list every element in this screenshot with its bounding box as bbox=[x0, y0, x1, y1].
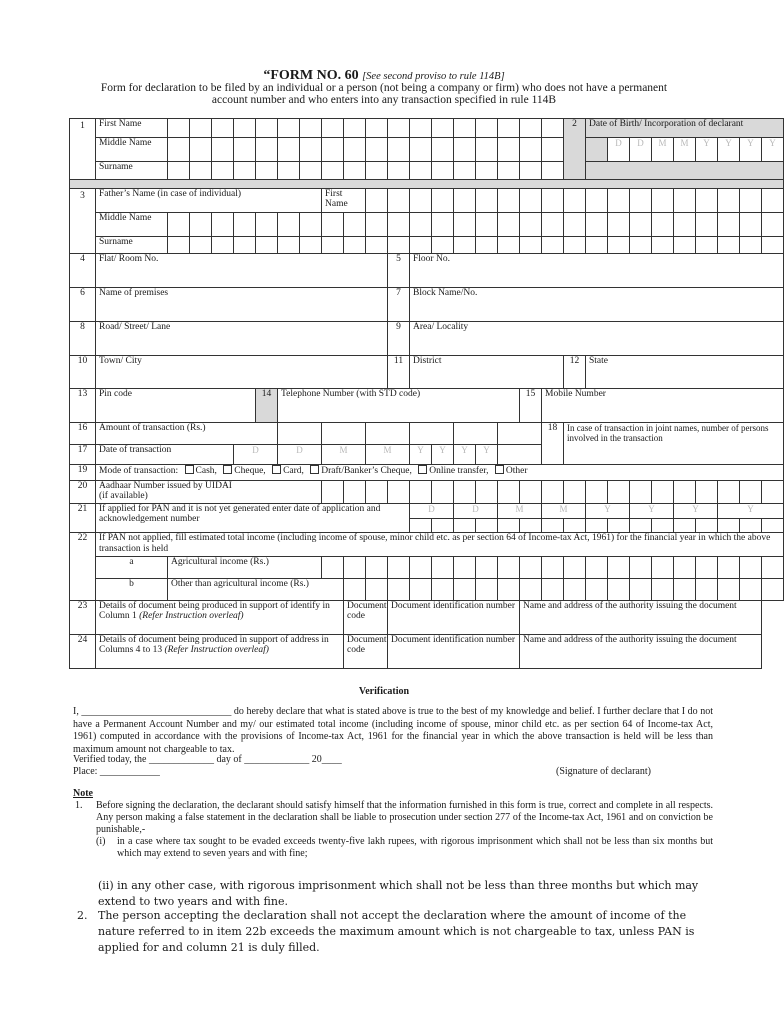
form-title: “FORM NO. 60 [See second proviso to rule 114B] bbox=[263, 68, 505, 83]
note-title: Note bbox=[73, 788, 93, 799]
first-name-box[interactable] bbox=[168, 119, 190, 138]
cheque-checkbox[interactable] bbox=[223, 465, 232, 474]
mobile-field[interactable]: Mobile Number bbox=[542, 389, 784, 423]
identity-doc-id[interactable]: Document identification number bbox=[388, 601, 520, 635]
agricultural-income-label: Agricultural income (Rs.) bbox=[168, 557, 322, 579]
address-doc-id[interactable]: Document identification number bbox=[388, 635, 520, 669]
identity-doc-code[interactable]: Document code bbox=[344, 601, 388, 635]
telephone-field[interactable]: Telephone Number (with STD code) bbox=[278, 389, 520, 423]
note-1-ii: (ii) in any other case, with rigorous imprisonment which shall not be less than three months but which may extend to two years and with fine. bbox=[98, 879, 699, 908]
note-1: Before signing the declaration, the declarant should satisfy himself that the information furnished in this form is true, correct and complete in all respects. Any person making a false statement in the declaration shall be liable to prosecution under section 277 of the Income-tax Act, 1961 and on conviction be punishable,- bbox=[96, 800, 713, 835]
joint-names-field[interactable]: In case of transaction in joint names, number of persons involved in the transaction bbox=[564, 423, 784, 465]
note-2: The person accepting the declaration shall not accept the declaration where the amount of income of the nature referred to in item 22b exceeds the maximum amount which is not chargeable to tax, unless PAN is applied for and column 21 is duly filled. bbox=[98, 909, 695, 954]
note-1-i: in a case where tax sought to be evaded exceeds twenty-five lakh rupees, with rigorous imprisonment which shall not be less than six months but which may extend to seven years and with fine; bbox=[117, 836, 713, 859]
amount-label: Amount of transaction (Rs.) bbox=[96, 423, 278, 445]
flat-room-field[interactable]: Flat/ Room No. bbox=[96, 254, 388, 288]
form-60-page: “FORM NO. 60 [See second proviso to rule 114B] Form for declaration to be filed by an individual or a person (not being a company or firm) who does not have a permanent account number and who enters into any transaction specified in rule 114B 1 First Name 2 Date of Birth/ Incorporation of declarant Middle Name D D M M Y Y Y Y Surname 3 Father’s Name (in case of individual) First Name Middle Name Surname 4 Flat/ Room No. 5 Floor No. 6 Name of premises 7 Block Name/No. 8 Road/ Street/ Lane 9 Area/ Locality 10 Town/ City 11 District 12 State 13 Pin code 14 Telephone Number (with STD code) 15 Mobile Number 16 Amount of transaction (Rs.) 18 In case of transaction in joint names, number of persons involved in the transaction 17 Date of transaction D D M M Y Y Y Y 19 Mode of transaction: Cash, Cheque, Card, Draft/Banker’s Cheque, Online transfer, Other 20 Aadhaar Number issued by UIDAI (if available) 21 If applied for PAN and it is not yet generated enter date of application and acknowledgement number D D M M Y Y Y Y 22 If PAN not applied, fill estimated total income (including income of spouse, minor child etc. as per section 64 of Income-tax Act, 1961) for the financial year in which the above transaction is held a Agricultural income (Rs.) b Other than agricultural income (Rs.) 23 Details of document being produced in support of identify in Column 1 (Refer Instruction overleaf) Document code Document identification number Name and address of the authority issuing the document 24 Details of document being produced in support of address in Columns 4 to 13 (Refer Instruction overleaf) Document code Document identification number Name and address of the authority issuing the document Verification I, ______________________________ do hereby declare that what is stated above is true to the best of my knowledge and belief. I further declare that I do not have a Permanent Account Number and my/ our estimated total income (including income of spouse, minor child etc. as per section 64 of Income-tax Act, 1961) computed in accordance with the provisions of Income-tax Act, 1961 for the financial year in which the above transaction is held will be less than maximum amount not chargeable to tax. Verified today, the _____________ day of _____________ 20____ Place: ____________ (Signature of declarant) Note 1. Before signing the declaration, the declarant should satisfy himself that the information furnished in this form is true, correct and complete in all respects. Any person making a false statement in the declaration shall be liable to prosecution under section 277 of the Income-tax Act, 1961 and on conviction be punishable,- (i) in a case where tax sought to be evaded exceeds twenty-five lakh rupees, with rigorous imprisonment which shall not be less than six months but which may extend to seven years and with fine; (ii) in any other case, with rigorous imprisonment which shall not be less than three months but which may extend to two years and with fine. 2. The person accepting the declaration shall not accept the declaration where the amount of income of the nature referred to in item 22b exceeds the maximum amount which is not chargeable to tax, unless PAN is applied for and column 21 is duly filled. bbox=[0, 0, 768, 1024]
premises-field[interactable]: Name of premises bbox=[96, 288, 388, 322]
card-checkbox[interactable] bbox=[272, 465, 281, 474]
area-locality-field[interactable]: Area/ Locality bbox=[410, 322, 784, 356]
fathers-name-label: Father’s Name (in case of individual) bbox=[96, 189, 322, 213]
first-name-label: First Name bbox=[96, 119, 168, 138]
transaction-date-label: Date of transaction bbox=[96, 445, 234, 465]
block-name-field[interactable]: Block Name/No. bbox=[410, 288, 784, 322]
pan-applied-label: If applied for PAN and it is not yet generated enter date of application and acknowledgement number bbox=[96, 504, 410, 533]
floor-no-field[interactable]: Floor No. bbox=[410, 254, 784, 288]
verified-today-line: Verified today, the _____________ day of _____________ 20____ bbox=[73, 754, 342, 765]
address-doc-authority[interactable]: Name and address of the authority issuing the document bbox=[520, 635, 762, 669]
pin-code-field[interactable]: Pin code bbox=[96, 389, 256, 423]
town-city-field[interactable]: Town/ City bbox=[96, 356, 388, 389]
mode-of-transaction: Mode of transaction: Cash, Cheque, Card, Draft/Banker’s Cheque, Online transfer, Other bbox=[96, 465, 784, 481]
dob-d-box[interactable]: D bbox=[608, 138, 630, 162]
draft-checkbox[interactable] bbox=[310, 465, 319, 474]
address-doc-code[interactable]: Document code bbox=[344, 635, 388, 669]
agricultural-income-box[interactable] bbox=[322, 557, 344, 579]
estimated-income-label: If PAN not applied, fill estimated total income (including income of spouse, minor child etc. as per section 64 of Income-tax Act, 1961) for the financial year in which the above transaction is held bbox=[96, 533, 784, 557]
place-line: Place: ____________ bbox=[73, 766, 160, 777]
dob-label: Date of Birth/ Incorporation of declarant bbox=[586, 119, 784, 138]
verification-body: I, ______________________________ do hereby declare that what is stated above is true to the best of my knowledge and belief. I further declare that I do not have a Permanent Account Number and my/ our estimated total income (including income of spouse, minor child etc. as per section 64 of Income-tax Act, 1961) computed in accordance with the provisions of Income-tax Act, 1961 for the financial year in which the above transaction is held will be less than maximum amount not chargeable to tax. bbox=[73, 706, 713, 755]
other-income-box[interactable] bbox=[344, 579, 366, 601]
address-doc-label: Details of document being produced in support of address in Columns 4 to 13 (Refer Instruction overleaf) bbox=[96, 635, 344, 669]
state-field[interactable]: State bbox=[586, 356, 784, 389]
identity-doc-authority[interactable]: Name and address of the authority issuing the document bbox=[520, 601, 762, 635]
online-transfer-checkbox[interactable] bbox=[418, 465, 427, 474]
declaration-table: 1 First Name 2 Date of Birth/ Incorporation of declarant Middle Name D D M M Y Y Y Y Surname 3 Father’s Name (in case of individual) First Name Middle Name Surname 4 Flat/ Room No. 5 Floor No. 6 Name of premises 7 Block Name/No. 8 Road/ Street/ Lane 9 Area/ Locality 10 Town/ City 11 District 12 State 13 Pin code 14 Telephone Number (with STD code) 15 Mobile Number 16 Amount of transaction (Rs.) 18 In case of transaction in joint names, number of persons involved in the transaction 17 Date of transaction D D M M Y Y Y Y 19 Mode of transaction: Cash, Cheque, Card, Draft/Banker’s Cheque, Online transfer, Other 20 Aadhaar Number issued by UIDAI (if available) 21 If applied for PAN and it is not yet generated enter date of application and acknowledgement number D D M M Y Y Y Y 22 If PAN not applied, fill estimated total income (including income of spouse, minor child etc. as per section 64 of Income-tax Act, 1961) for the financial year in which the above transaction is held a Agricultural income (Rs.) b Other than agricultural income (Rs.) 23 Details of document being produced in support of identify in Column 1 (Refer Instruction overleaf) Document code Document identification number Name and address of the authority issuing the document 24 Details of document being produced in support of address in Columns 4 to 13 (Refer Instruction overleaf) Document code Document identification number Name and address of the authority issuing the document bbox=[69, 118, 784, 669]
identity-doc-label: Details of document being produced in support of identify in Column 1 (Refer Instruction overleaf) bbox=[96, 601, 344, 635]
cash-checkbox[interactable] bbox=[185, 465, 194, 474]
other-income-label: Other than agricultural income (Rs.) bbox=[168, 579, 344, 601]
district-field[interactable]: District bbox=[410, 356, 564, 389]
signature-label: (Signature of declarant) bbox=[556, 766, 651, 777]
other-checkbox[interactable] bbox=[495, 465, 504, 474]
ack-number-box[interactable] bbox=[410, 519, 432, 533]
road-street-field[interactable]: Road/ Street/ Lane bbox=[96, 322, 388, 356]
aadhaar-box[interactable] bbox=[322, 481, 344, 504]
amount-box[interactable] bbox=[278, 423, 322, 445]
verification-title: Verification bbox=[358, 686, 410, 697]
aadhaar-label: Aadhaar Number issued by UIDAI (if available) bbox=[96, 481, 322, 504]
form-subtitle: Form for declaration to be filed by an individual or a person (not being a company or firm) who does not have a permanent account number and who enters into any transaction specified in rule 114B bbox=[100, 82, 668, 106]
